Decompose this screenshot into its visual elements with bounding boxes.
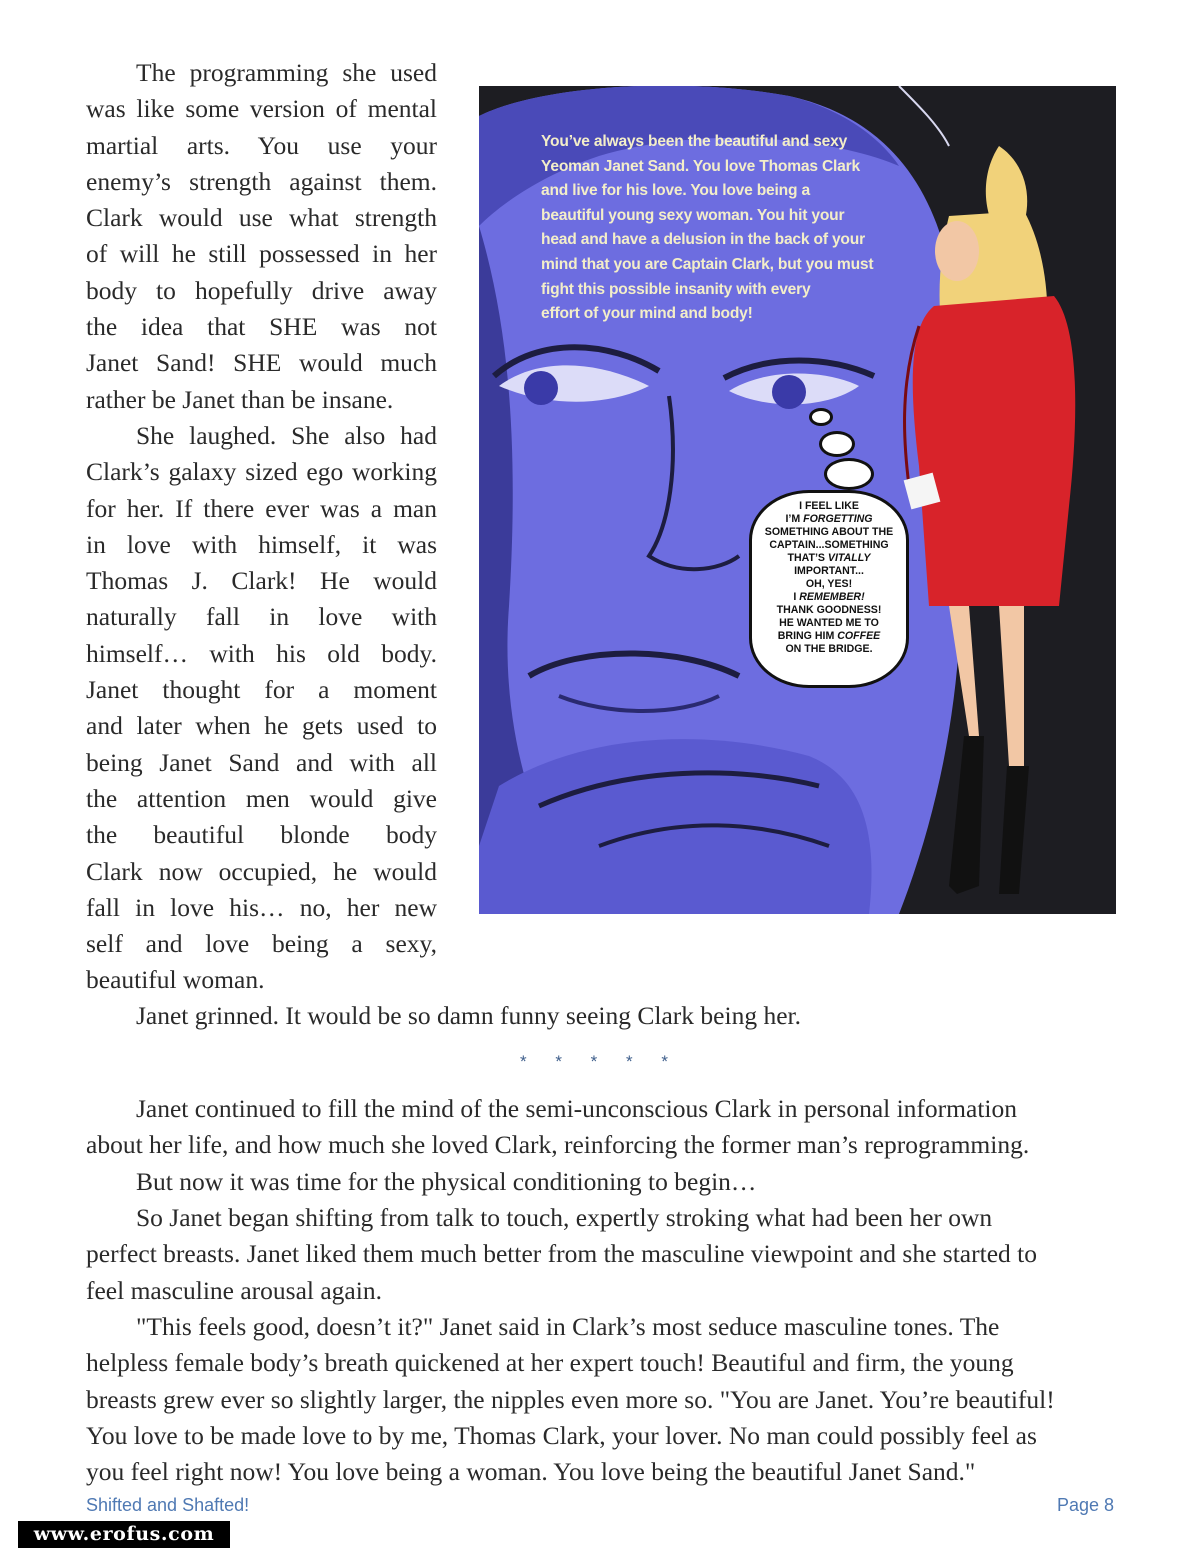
text-line: Clark now occupied, he would <box>86 856 437 886</box>
text-line: Janet Sand! SHE would much <box>86 348 437 378</box>
text-line: was like some version of mental <box>86 94 437 124</box>
text-line: the beautiful blonde body <box>86 820 437 850</box>
comic-caption <box>541 130 911 327</box>
bubble-line: IMPORTANT... <box>794 565 864 577</box>
bubble-line: CAPTAIN...SOMETHING <box>769 539 889 551</box>
janet-grinned-paragraph <box>136 998 801 1034</box>
text-line: fall in love his… no, her new <box>86 892 437 922</box>
caption-line: You’ve always been the beautiful and sexy <box>541 133 848 150</box>
caption-line: Yeoman Janet Sand. You love Thomas Clark <box>541 157 860 175</box>
body-paragraph-2 <box>86 1164 1116 1200</box>
text-line: being Janet Sand and with all <box>86 747 437 777</box>
left-paragraph-1 <box>86 55 437 418</box>
caption-line: and live for his love. You love being a <box>541 182 810 200</box>
text-line: rather be Janet than be insane. <box>86 384 394 414</box>
watermark: www.erofus.com <box>18 1521 230 1548</box>
bubble-line: ON THE BRIDGE. <box>785 643 873 655</box>
text-line: feel masculine arousal again. <box>86 1275 382 1305</box>
caption-line: mind that you are Captain Clark, but you must <box>541 255 874 273</box>
text-line: Thomas J. Clark! He would <box>86 566 437 596</box>
text-line: you feel right now! You love being a woman. You love being the beautiful Janet Sand." <box>86 1457 976 1487</box>
text-line: and later when he gets used to <box>86 711 437 741</box>
comic-panel <box>479 86 1116 914</box>
text-line: Janet grinned. It would be so damn funny seeing Clark being her. <box>136 1001 801 1030</box>
text-line: enemy’s strength against them. <box>86 166 437 196</box>
text-line: She laughed. She also had <box>136 421 437 450</box>
bubble-line: I FEEL LIKE <box>799 500 859 512</box>
body-paragraph-4 <box>86 1309 1116 1490</box>
text-line: "This feels good, doesn’t it?" Janet said in Clark’s most seduce masculine tones. The <box>136 1312 1000 1341</box>
bubble-line: THANK GOODNESS! <box>776 604 882 616</box>
text-line: naturally fall in love with <box>86 602 437 632</box>
text-line: body to hopefully drive away <box>86 275 437 305</box>
text-line: Clark would use what strength <box>86 203 437 233</box>
bubble-line: I’M FORGETTING <box>785 513 873 525</box>
caption-line: fight this possible insanity with every <box>541 280 811 298</box>
text-line: martial arts. You use your <box>86 130 437 160</box>
text-line: of will he still possessed in her <box>86 239 437 269</box>
left-paragraph-2 <box>86 418 437 999</box>
page-number: Page 8 <box>1056 1495 1114 1515</box>
thought-dot <box>819 431 855 457</box>
text-line: about her life, and how much she loved Clark, reinforcing the former man’s reprogramming. <box>86 1130 1030 1160</box>
section-separator: * * * * * <box>520 1052 680 1071</box>
text-line: self and love being a sexy, <box>86 929 437 959</box>
footer-title: Shifted and Shafted! <box>86 1495 250 1515</box>
body-paragraph-3 <box>86 1200 1116 1309</box>
text-line: for her. If there ever was a man <box>86 493 437 523</box>
text-line: But now it was time for the physical conditioning to begin… <box>136 1167 757 1196</box>
caption-line: head and have a delusion in the back of your <box>541 231 865 249</box>
text-line: You love to be made love to by me, Thomas Clark, your lover. No man could possibly feel as <box>86 1420 1037 1450</box>
bubble-line: OH, YES! <box>805 578 853 590</box>
bubble-line: BRING HIM COFFEE <box>777 630 881 642</box>
text-line: So Janet began shifting from talk to touch, expertly stroking what had been her own <box>136 1203 993 1232</box>
text-line: Janet thought for a moment <box>86 675 437 705</box>
thought-dot <box>809 408 833 426</box>
text-line: the idea that SHE was not <box>86 312 437 342</box>
text-line: in love with himself, it was <box>86 529 437 559</box>
caption-line: beautiful young sexy woman. You hit your <box>541 206 845 224</box>
text-line: perfect breasts. Janet liked them much better from the masculine viewpoint and she started to <box>86 1239 1037 1269</box>
text-line: Clark’s galaxy sized ego working <box>86 457 437 487</box>
text-line: breasts grew ever so slightly larger, the nipples even more so. "You are Janet. You’re beautiful! <box>86 1384 1055 1414</box>
bubble-line: HE WANTED ME TO <box>779 617 879 629</box>
body-paragraph-1 <box>86 1091 1116 1164</box>
text-line: The programming she used <box>136 58 437 87</box>
text-line: the attention men would give <box>86 783 437 813</box>
caption-line: effort of your mind and body! <box>541 305 753 323</box>
text-line: helpless female body’s breath quickened at her expert touch! Beautiful and firm, the young <box>86 1348 1014 1378</box>
text-line: himself… with his old body. <box>86 638 437 668</box>
bubble-line: I REMEMBER! <box>793 591 865 603</box>
text-line: Janet continued to fill the mind of the semi-unconscious Clark in personal information <box>136 1094 1017 1123</box>
bubble-line: SOMETHING ABOUT THE <box>764 526 894 538</box>
thought-dot <box>824 458 874 490</box>
bubble-line: THAT’S VITALLY <box>787 552 871 564</box>
thought-bubble <box>749 490 909 688</box>
text-line: beautiful woman. <box>86 965 265 995</box>
